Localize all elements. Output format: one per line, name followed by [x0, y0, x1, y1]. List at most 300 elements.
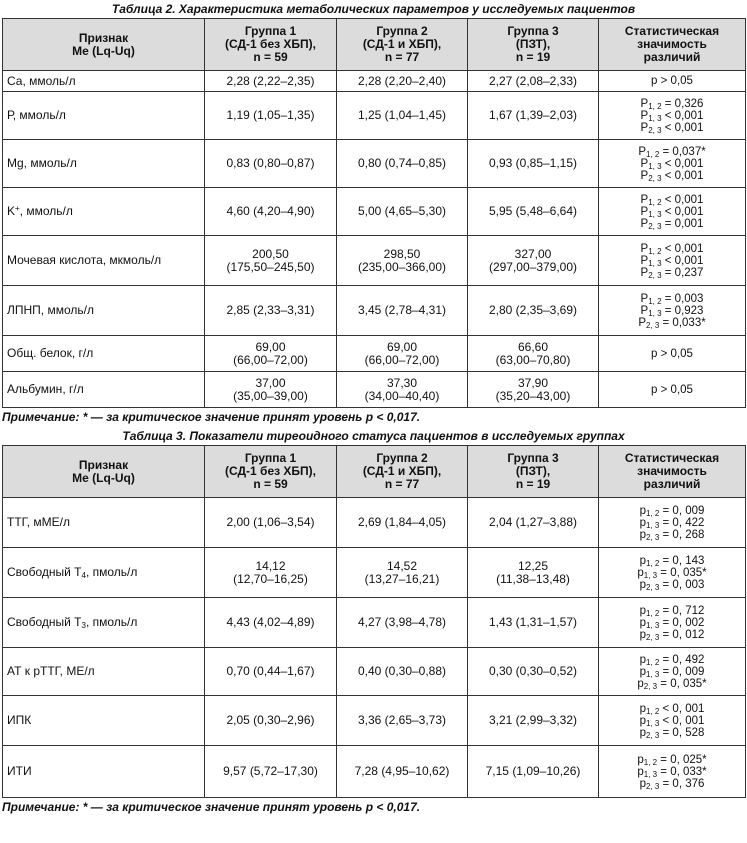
cell-line: 66,60 — [517, 339, 549, 354]
value-cell-g1 — [205, 648, 337, 696]
cell-line: 3,45 (2,78–4,31) — [357, 303, 447, 317]
cell-line: 298,50 — [383, 246, 421, 261]
table-row — [3, 140, 746, 188]
cell-line: 37,30 — [386, 375, 418, 390]
cell-line: 4,60 (4,20–4,90) — [226, 204, 315, 218]
p-symbol: р — [639, 653, 646, 666]
p-symbol: P — [640, 266, 649, 279]
parameter-name: ТТГ, мМЕ/л — [7, 515, 70, 529]
significance-cell — [599, 598, 746, 648]
parameter-unit: , пмоль/л — [85, 615, 138, 629]
p-value-line — [603, 158, 741, 170]
p-subscript: 2, 3 — [645, 532, 660, 542]
significance-cell — [599, 92, 746, 140]
value-cell-g1 — [205, 71, 337, 92]
p-symbol: р — [639, 616, 646, 629]
p-subscript: 2, 3 — [648, 270, 662, 280]
value-cell-g2 — [337, 71, 468, 92]
value-cell-g2 — [337, 140, 468, 188]
p-subscript: 1, 3 — [648, 308, 662, 318]
significance-cell — [599, 188, 746, 236]
value-cell-g3 — [468, 286, 599, 336]
cell-line: 69,00 — [255, 339, 286, 354]
p-value: = 0,037* — [659, 145, 706, 158]
table-3-body — [3, 498, 746, 798]
header-cell-group-2 — [337, 19, 468, 71]
p-symbol: р — [639, 702, 646, 715]
header-line: Группа 2 — [376, 451, 428, 465]
header-cell-group-3 — [468, 446, 599, 498]
cell-line: (12,70–16,25) — [233, 571, 308, 586]
header-line: различий — [643, 50, 701, 64]
cell-line: 0,30 (0,30–0,52) — [488, 664, 578, 678]
p-symbol: р — [639, 554, 646, 567]
value-cell-g1 — [205, 598, 337, 648]
p-value: = 0,326 — [661, 97, 704, 110]
header-line: n = 59 — [253, 477, 288, 491]
p-value-line — [603, 170, 741, 182]
p-value-line — [603, 146, 741, 158]
p-value: = 0, 712 — [659, 604, 705, 617]
header-cell-feature — [3, 19, 205, 71]
p-subscript: 1, 3 — [645, 620, 660, 630]
parameter-name-cell — [3, 236, 205, 286]
parameter-unit: , пмоль/л — [85, 565, 138, 579]
p-symbol: р — [639, 504, 646, 517]
p-value-line — [603, 654, 741, 666]
p-symbol: р — [637, 753, 644, 766]
table-row — [3, 746, 746, 798]
p-symbol: р > 0,05 — [651, 347, 693, 360]
p-symbol: P — [638, 316, 646, 329]
header-cell-group-2 — [337, 446, 468, 498]
p-value-line — [603, 317, 741, 329]
p-subscript: 1, 3 — [648, 161, 662, 171]
p-symbol: P — [640, 292, 649, 305]
p-value: = 0,033* — [659, 316, 706, 329]
p-symbol: р — [639, 628, 646, 641]
p-symbol: р — [639, 714, 646, 727]
header-line: n = 59 — [253, 50, 288, 64]
parameter-name-cell — [3, 598, 205, 648]
header-cell-group-1 — [205, 19, 337, 71]
p-value-line — [603, 754, 741, 766]
significance-cell — [599, 696, 746, 746]
header-line: (СД-1 и ХБП), — [362, 464, 442, 478]
cell-line: 2,28 (2,20–2,40) — [357, 73, 447, 88]
p-value: = 0, 492 — [659, 653, 705, 666]
p-value-line — [603, 206, 741, 218]
parameter-subscript: 4 — [81, 571, 86, 580]
cell-line: 37,00 — [255, 375, 286, 390]
p-symbol: P — [640, 157, 649, 170]
cell-line: 1,67 (1,39–2,03) — [488, 108, 578, 122]
value-cell-g3 — [468, 71, 599, 92]
p-value-line — [603, 715, 741, 727]
value-cell-g1 — [205, 140, 337, 188]
header-line: (ПЗТ), — [515, 464, 551, 478]
cell-line: (63,00–70,80) — [495, 352, 571, 367]
p-subscript: 1, 3 — [645, 669, 660, 679]
header-line: n = 19 — [515, 50, 551, 64]
table-3-caption: Таблица 3. Показатели тиреоидного статуса пациентов в исследуемых группах — [122, 429, 625, 443]
parameter-name: Свободный Т — [7, 615, 82, 629]
header-line: значимость — [637, 37, 707, 51]
p-value: = 0, 033* — [657, 765, 707, 778]
table-row — [3, 598, 746, 648]
header-cell-significance — [599, 446, 746, 498]
cell-line: 0,40 (0,30–0,88) — [357, 664, 447, 678]
value-cell-g2 — [337, 372, 468, 408]
p-value: = 0,003 — [661, 292, 704, 305]
p-value: < 0,001 — [661, 157, 704, 170]
p-value-line — [603, 243, 741, 255]
cell-line: 3,21 (2,99–3,32) — [488, 713, 578, 727]
cell-line: (11,38–13,48) — [496, 571, 570, 586]
cell-line: 2,28 (2,22–2,35) — [226, 73, 315, 88]
header-line: значимость — [637, 464, 707, 478]
table-row — [3, 188, 746, 236]
header-line: Me (Lq-Uq) — [72, 43, 135, 58]
value-cell-g3 — [468, 336, 599, 372]
header-cell-significance — [599, 19, 746, 71]
value-cell-g1 — [205, 286, 337, 336]
header-line: n = 19 — [515, 477, 551, 491]
parameter-name-cell — [3, 648, 205, 696]
header-cell-group-1 — [205, 446, 337, 498]
significance-cell — [599, 498, 746, 548]
p-symbol: р — [639, 528, 646, 541]
cell-line: (175,50–245,50) — [226, 259, 315, 274]
p-value-line — [603, 305, 741, 317]
p-value: = 0,001 — [661, 217, 704, 230]
cell-line: 7,28 (4,95–10,62) — [354, 764, 450, 778]
table-2 — [2, 18, 746, 408]
header-line: Группа 3 — [507, 24, 559, 38]
p-value: = 0, 002 — [659, 616, 705, 629]
cell-line: (34,00–40,40) — [364, 388, 440, 403]
p-value-line — [603, 194, 741, 206]
p-subscript: 1, 2 — [645, 558, 660, 568]
parameter-name-cell — [3, 92, 205, 140]
cell-line: 0,93 (0,85–1,15) — [488, 156, 578, 170]
p-value-line — [603, 703, 741, 715]
p-value-line — [603, 579, 741, 591]
p-value-line — [603, 267, 741, 279]
value-cell-g1 — [205, 372, 337, 408]
p-symbol: р — [637, 765, 644, 778]
p-value-line — [603, 617, 741, 629]
value-cell-g2 — [337, 92, 468, 140]
table-2-body — [3, 71, 746, 408]
significance-cell — [599, 71, 746, 92]
p-value: = 0, 268 — [659, 528, 705, 541]
table-3-header-row — [3, 446, 746, 498]
header-line: Группа 3 — [507, 451, 559, 465]
parameter-name: Mg, ммоль/л — [7, 156, 77, 170]
p-subscript: 2, 3 — [645, 320, 660, 330]
cell-line: 200,50 — [252, 246, 289, 261]
value-cell-g2 — [337, 648, 468, 696]
p-subscript: 1, 2 — [643, 757, 658, 767]
p-value: < 0,001 — [661, 205, 704, 218]
p-symbol: р — [639, 726, 646, 739]
parameter-name: K — [7, 204, 16, 218]
header-line: (СД-1 без ХБП), — [224, 37, 317, 51]
header-line: n = 77 — [384, 477, 420, 491]
p-symbol: P — [640, 109, 649, 122]
p-subscript: 1, 2 — [648, 101, 662, 111]
table-3-note: Примечание: * — за критическое значение принят уровень р < 0,017. — [2, 800, 421, 814]
value-cell-g3 — [468, 140, 599, 188]
p-symbol: р — [639, 578, 646, 591]
value-cell-g3 — [468, 648, 599, 696]
significance-cell — [599, 140, 746, 188]
p-value: < 0,001 — [661, 254, 704, 267]
p-value-line — [603, 766, 741, 778]
significance-cell — [599, 548, 746, 598]
p-symbol: P — [640, 97, 649, 110]
header-line: Группа 1 — [244, 451, 297, 465]
p-value-line — [603, 629, 741, 641]
p-symbol: P — [640, 169, 649, 182]
value-cell-g2 — [337, 598, 468, 648]
parameter-name-cell — [3, 140, 205, 188]
p-subscript: 1, 3 — [648, 113, 662, 123]
p-subscript: 1, 2 — [645, 706, 660, 716]
cell-line: 7,15 (1,09–10,26) — [485, 764, 581, 778]
p-subscript: 1, 3 — [645, 520, 660, 530]
significance-cell — [599, 286, 746, 336]
p-value: = 0, 009 — [659, 665, 705, 678]
header-line: (ПЗТ), — [515, 37, 551, 51]
table-row — [3, 498, 746, 548]
value-cell-g3 — [468, 696, 599, 746]
parameter-name-cell — [3, 71, 205, 92]
p-value-line — [603, 505, 741, 517]
p-subscript: 1, 2 — [648, 246, 662, 256]
p-value-line — [603, 567, 741, 579]
parameter-superscript: + — [15, 204, 20, 213]
parameter-name: Общ. белок, г/л — [7, 346, 94, 360]
cell-line: 2,00 (1,06–3,54) — [226, 515, 315, 529]
value-cell-g3 — [468, 188, 599, 236]
p-subscript: 1, 3 — [645, 718, 660, 728]
value-cell-g3 — [468, 372, 599, 408]
p-value: = 0, 025* — [657, 753, 707, 766]
significance-cell — [599, 648, 746, 696]
p-value-line — [603, 122, 741, 134]
table-row — [3, 372, 746, 408]
p-symbol: P — [640, 254, 649, 267]
header-line: различий — [643, 477, 701, 491]
value-cell-g1 — [205, 92, 337, 140]
table-row — [3, 71, 746, 92]
value-cell-g2 — [337, 188, 468, 236]
cell-line: 3,36 (2,65–3,73) — [357, 713, 447, 727]
parameter-name: Альбумин, г/л — [7, 382, 84, 396]
parameter-name: ЛПНП, ммоль/л — [7, 303, 94, 317]
table-row — [3, 336, 746, 372]
p-value: = 0, 003 — [659, 578, 705, 591]
parameter-name: Свободный Т — [7, 565, 82, 579]
p-symbol: р > 0,05 — [651, 75, 693, 87]
table-row — [3, 548, 746, 598]
p-subscript: 2, 3 — [645, 632, 660, 642]
cell-line: 37,90 — [517, 375, 549, 390]
p-subscript: 2, 3 — [648, 173, 662, 183]
cell-line: (66,00–72,00) — [364, 352, 440, 367]
parameter-name-cell — [3, 498, 205, 548]
p-value-line — [603, 555, 741, 567]
p-value-line — [603, 727, 741, 739]
p-value: < 0, 001 — [659, 702, 705, 715]
p-value: = 0,923 — [661, 304, 704, 317]
p-value: < 0, 001 — [659, 714, 705, 727]
value-cell-g1 — [205, 236, 337, 286]
cell-line: 4,43 (4,02–4,89) — [226, 615, 315, 629]
cell-line: 1,19 (1,05–1,35) — [226, 108, 315, 122]
value-cell-g3 — [468, 746, 599, 798]
p-value-line — [603, 98, 741, 110]
header-line: n = 77 — [384, 50, 420, 64]
header-line: Признак — [78, 457, 129, 472]
p-value: = 0, 143 — [659, 554, 705, 567]
parameter-name: ИТИ — [7, 764, 32, 778]
value-cell-g1 — [205, 548, 337, 598]
significance-cell — [599, 236, 746, 286]
p-subscript: 2, 3 — [648, 221, 662, 231]
p-symbol: P — [640, 205, 649, 218]
p-value-line — [603, 75, 741, 87]
p-value-line — [603, 517, 741, 529]
cell-line: 9,57 (5,72–17,30) — [223, 764, 318, 778]
parameter-name-cell — [3, 336, 205, 372]
p-subscript: 2, 3 — [645, 781, 660, 791]
header-line: Статистическая — [624, 24, 720, 38]
value-cell-g3 — [468, 548, 599, 598]
p-subscript: 1, 2 — [648, 296, 662, 306]
value-cell-g1 — [205, 746, 337, 798]
table-row — [3, 286, 746, 336]
cell-line: 327,00 — [514, 246, 552, 261]
cell-line: 1,25 (1,04–1,45) — [357, 108, 447, 122]
parameter-name-cell — [3, 746, 205, 798]
p-value: = 0, 528 — [659, 726, 705, 739]
p-symbol: P — [638, 145, 646, 158]
cell-line: 4,27 (3,98–4,78) — [357, 615, 447, 629]
p-value-line — [603, 678, 741, 690]
value-cell-g1 — [205, 336, 337, 372]
table-3-section — [0, 427, 747, 817]
value-cell-g2 — [337, 548, 468, 598]
value-cell-g2 — [337, 336, 468, 372]
p-subscript: 1, 3 — [643, 769, 658, 779]
parameter-name-cell — [3, 696, 205, 746]
p-value: < 0,001 — [661, 169, 704, 182]
p-value: < 0,001 — [661, 242, 704, 255]
p-subscript: 1, 2 — [645, 508, 660, 518]
p-subscript: 1, 3 — [648, 209, 662, 219]
value-cell-g3 — [468, 92, 599, 140]
cell-line: 2,85 (2,33–3,31) — [226, 303, 315, 317]
cell-line: 14,52 — [386, 558, 418, 573]
p-subscript: 2, 3 — [645, 582, 660, 592]
value-cell-g3 — [468, 498, 599, 548]
value-cell-g2 — [337, 286, 468, 336]
parameter-name-cell — [3, 372, 205, 408]
table-row — [3, 92, 746, 140]
table-row — [3, 236, 746, 286]
table-2-note: Примечание: * — за критическое значение принят уровень р < 0,017. — [2, 410, 421, 424]
p-subscript: 1, 2 — [645, 608, 660, 618]
p-value-line — [603, 529, 741, 541]
header-cell-group-3 — [468, 19, 599, 71]
value-cell-g3 — [468, 598, 599, 648]
p-value: = 0, 012 — [659, 628, 705, 641]
header-line: Статистическая — [624, 451, 720, 465]
header-cell-feature — [3, 446, 205, 498]
p-value-line — [603, 218, 741, 230]
p-symbol: P — [640, 242, 649, 255]
significance-cell — [599, 372, 746, 408]
p-symbol: P — [640, 193, 649, 206]
p-value: = 0, 376 — [659, 777, 705, 790]
header-line: (СД-1 без ХБП), — [224, 464, 317, 478]
p-subscript: 1, 2 — [645, 657, 660, 667]
cell-line: 69,00 — [386, 339, 418, 354]
cell-line: 5,00 (4,65–5,30) — [357, 204, 447, 218]
parameter-subscript: 3 — [81, 621, 86, 630]
header-line: Признак — [78, 30, 129, 45]
value-cell-g2 — [337, 746, 468, 798]
table-2-caption: Таблица 2. Характеристика метаболических параметров у исследуемых пациентов — [111, 2, 636, 16]
p-value-line — [603, 778, 741, 790]
p-symbol: р — [639, 516, 646, 529]
p-subscript: 2, 3 — [648, 125, 662, 135]
table-row — [3, 696, 746, 746]
value-cell-g1 — [205, 188, 337, 236]
p-subscript: 1, 2 — [645, 149, 660, 159]
p-value: < 0,001 — [661, 121, 704, 134]
parameter-name: ИПК — [7, 713, 32, 727]
cell-line: (66,00–72,00) — [233, 352, 308, 367]
p-value-line — [603, 605, 741, 617]
p-symbol: P — [640, 217, 649, 230]
parameter-name: АТ к рТТГ, МЕ/л — [7, 664, 95, 678]
p-value: = 0, 422 — [659, 516, 705, 529]
value-cell-g3 — [468, 236, 599, 286]
parameter-name-cell — [3, 286, 205, 336]
table-row — [3, 648, 746, 696]
p-value: = 0, 035* — [657, 677, 707, 690]
parameter-name-cell — [3, 548, 205, 598]
parameter-name: Мочевая кислота, мкмоль/л — [7, 253, 162, 267]
p-value-line — [603, 255, 741, 267]
p-symbol: р — [637, 677, 644, 690]
value-cell-g2 — [337, 696, 468, 746]
p-subscript: 1, 3 — [648, 258, 662, 268]
cell-line: 2,04 (1,27–3,88) — [488, 515, 578, 529]
p-symbol: р — [639, 777, 646, 790]
value-cell-g2 — [337, 236, 468, 286]
p-value-line — [603, 293, 741, 305]
cell-line: 0,80 (0,74–0,85) — [357, 156, 447, 170]
value-cell-g1 — [205, 696, 337, 746]
p-value: = 0,237 — [661, 266, 704, 279]
p-value-line — [603, 110, 741, 122]
parameter-name: Са, ммоль/л — [7, 73, 76, 88]
